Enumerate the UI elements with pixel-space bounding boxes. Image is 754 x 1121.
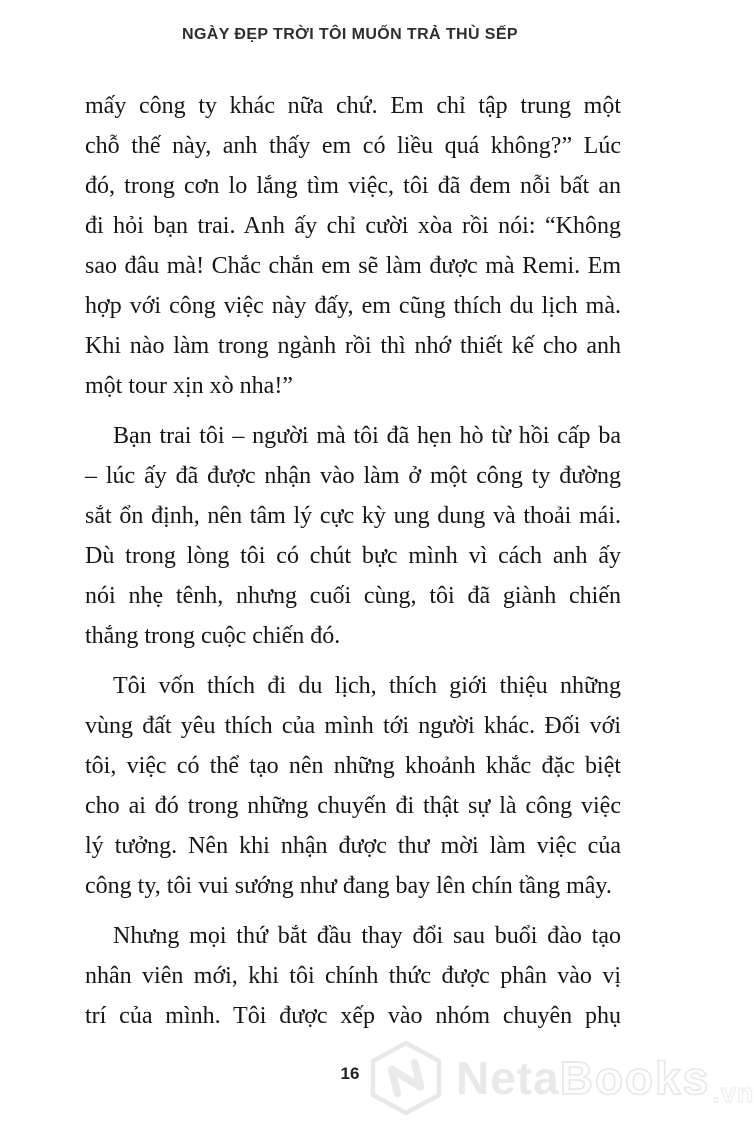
text-line: đi hỏi bạn trai. Anh ấy chỉ cười xòa rồi nói: “Không bbox=[85, 213, 621, 239]
page-number: 16 bbox=[340, 1064, 360, 1083]
paragraph bbox=[85, 416, 621, 656]
text-line: Tôi vốn thích đi du lịch, thích giới thiệu những bbox=[113, 673, 621, 699]
text-line: tôi, việc có thể tạo nên những khoảnh khắc đặc biệt bbox=[85, 753, 621, 779]
watermark-text-books: Books bbox=[559, 1052, 711, 1104]
watermark-text-vn: .vn bbox=[712, 1078, 754, 1108]
text-line: Nhưng mọi thứ bắt đầu thay đổi sau buổi đào tạo bbox=[113, 923, 621, 949]
text-line: Dù trong lòng tôi có chút bực mình vì cách anh ấy bbox=[85, 543, 621, 569]
watermark-text-neta: Neta bbox=[456, 1052, 560, 1104]
paragraph bbox=[85, 666, 621, 906]
text-line: Bạn trai tôi – người mà tôi đã hẹn hò từ hồi cấp ba bbox=[113, 423, 621, 449]
text-line: sao đâu mà! Chắc chắn em sẽ làm được mà Remi. Em bbox=[85, 253, 621, 279]
text-line: – lúc ấy đã được nhận vào làm ở một công ty đường bbox=[85, 463, 621, 489]
text-line: lý tưởng. Nên khi nhận được thư mời làm việc của bbox=[85, 833, 621, 859]
text-line: thắng trong cuộc chiến đó. bbox=[85, 623, 341, 649]
text-line: đó, trong cơn lo lắng tìm việc, tôi đã đem nỗi bất an bbox=[85, 173, 621, 199]
text-line: nhân viên mới, khi tôi chính thức được phân vào vị bbox=[85, 963, 621, 989]
text-line: sắt ổn định, nên tâm lý cực kỳ ung dung và thoải mái. bbox=[85, 503, 621, 529]
running-header-title: NGÀY ĐẸP TRỜI TÔI MUỐN TRẢ THÙ SẾP bbox=[181, 26, 518, 43]
text-line: hợp với công việc này đấy, em cũng thích du lịch mà. bbox=[85, 293, 621, 319]
text-line: trí của mình. Tôi được xếp vào nhóm chuyên phụ bbox=[85, 1003, 621, 1029]
text-line: cho ai đó trong những chuyến đi thật sự là công việc bbox=[85, 793, 621, 819]
text-block bbox=[85, 86, 621, 1046]
text-line: vùng đất yêu thích của mình tới người khác. Đối với bbox=[85, 713, 621, 739]
text-line: công ty, tôi vui sướng như đang bay lên chín tầng mây. bbox=[85, 873, 612, 899]
text-line: nói nhẹ tênh, nhưng cuối cùng, tôi đã giành chiến bbox=[85, 583, 621, 609]
text-line: một tour xịn xò nha!” bbox=[85, 373, 293, 399]
text-line: Khi nào làm trong ngành rồi thì nhớ thiết kế cho anh bbox=[85, 333, 621, 359]
text-line: mấy công ty khác nữa chứ. Em chỉ tập trung một bbox=[85, 93, 621, 119]
paragraph bbox=[85, 86, 621, 406]
text-line: chỗ thế này, anh thấy em có liều quá không?” Lúc bbox=[85, 133, 621, 159]
paragraph bbox=[85, 916, 621, 1036]
